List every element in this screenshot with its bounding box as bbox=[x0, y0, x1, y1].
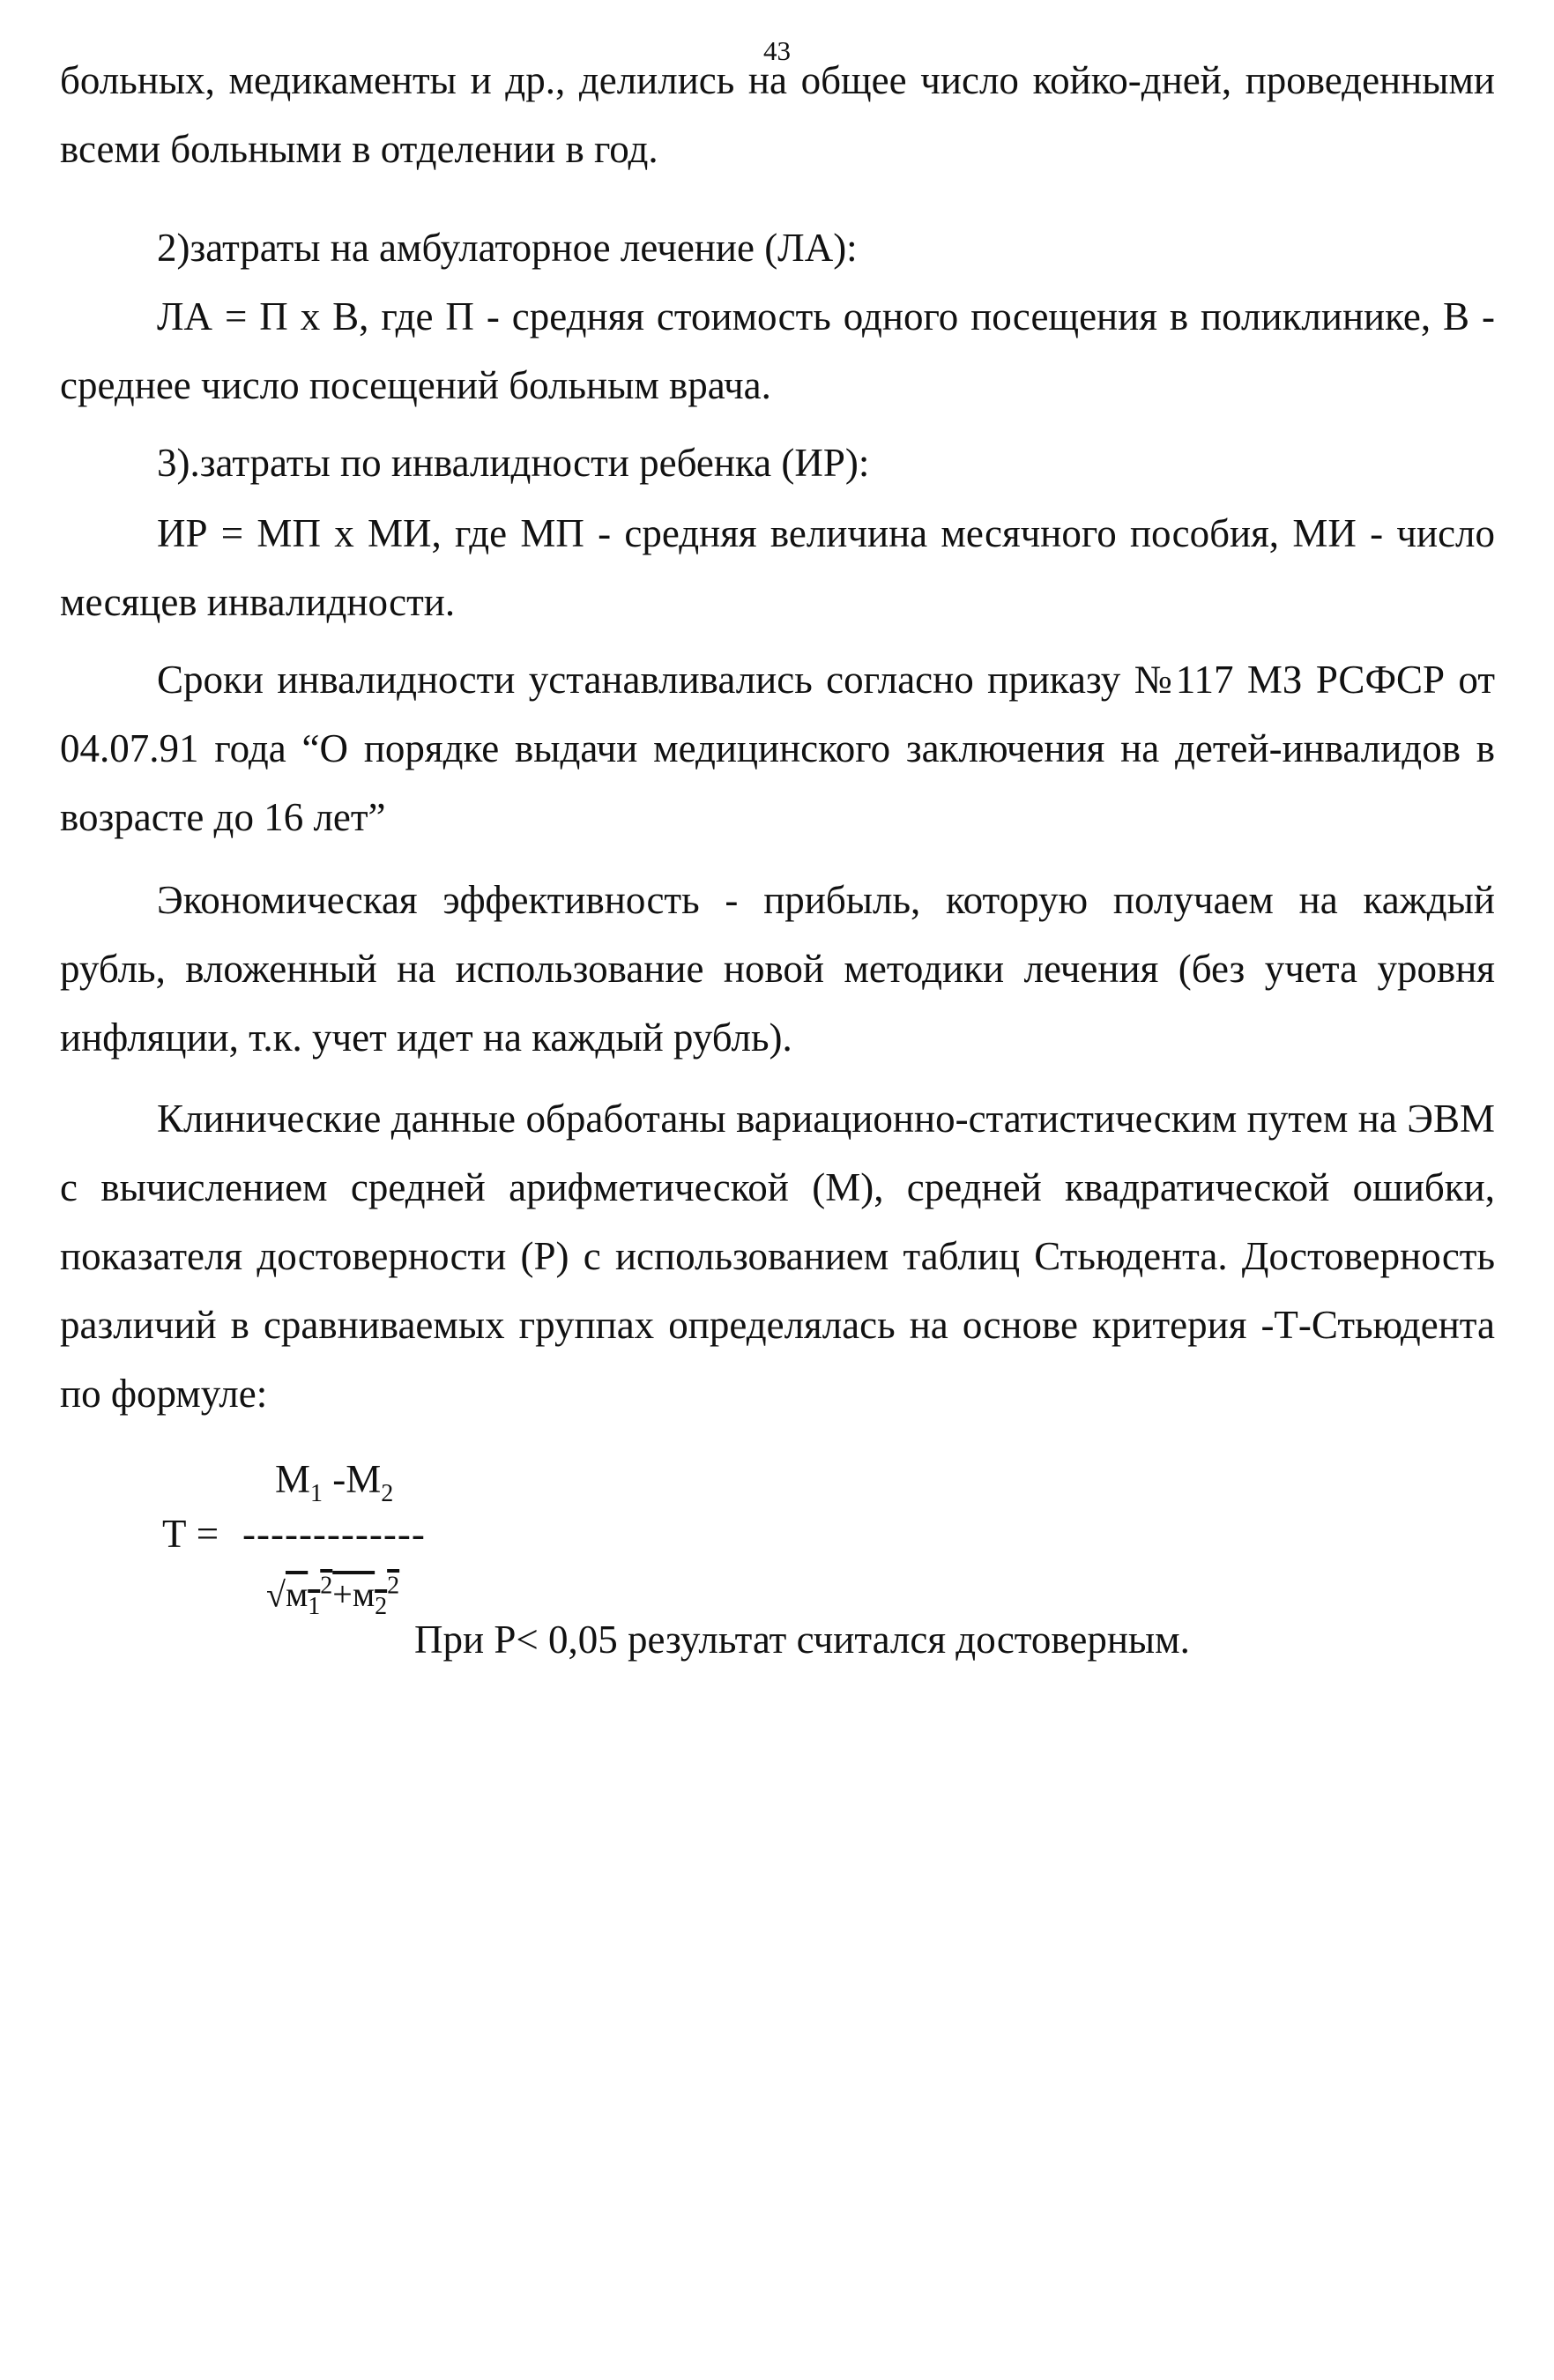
formula-lhs: Т = bbox=[162, 1512, 219, 1556]
paragraph-ambulatory-costs-formula: ЛА = П х В, где П - средняя стоимость одного посещения в поликлинике, В - среднее число посещений больным врача. bbox=[60, 294, 1495, 407]
paragraph-continuation: больных, медикаменты и др., делились на общее число койко-дней, проведенными всеми больными в отделении в год. bbox=[60, 58, 1495, 171]
paragraph-economic-efficiency: Экономическая эффективность - прибыль, которую получаем на каждый рубль, вложенный на использование новой методики лечения (без учета уровня инфляции, т.к. учет идет на каждый рубль). bbox=[60, 878, 1495, 1060]
sqrt-icon: √ bbox=[266, 1574, 286, 1615]
paragraph-ambulatory-costs-heading: 2)затраты на амбулаторное лечение (ЛА): bbox=[157, 226, 858, 270]
paragraph-disability-costs-formula: ИР = МП х МИ, где МП - средняя величина месячного пособия, МИ - число месяцев инвалидности. bbox=[60, 511, 1495, 624]
page-number: 43 bbox=[763, 35, 791, 66]
formula-denominator: $√м_1^2+м_2^2$ bbox=[266, 1573, 400, 1621]
paragraph-disability-terms: Сроки инвалидности устанавливались согласно приказу №117 МЗ РСФСР от 04.07.91 года “О порядке выдачи медицинского заключения на детей-инвалидов в возрасте до 16 лет” bbox=[60, 658, 1495, 839]
formula-fraction-bar: ------------- bbox=[242, 1512, 426, 1556]
formula-numerator: $М_1$ $-М_2$ bbox=[275, 1457, 394, 1507]
paragraph-statistical-processing: Клинические данные обработаны вариационно-статистическим путем на ЭВМ с вычислением средней арифметической (М), средней квадратической ошибки, показателя достоверности (Р) с использованием таблиц Стьюдента. Достоверность различий в сравниваемых группах определялась на основе критерия -Т-Стьюдента по формуле: bbox=[60, 1097, 1495, 1416]
conclusion-line: При Р< 0,05 результат считался достоверным. bbox=[414, 1618, 1190, 1662]
paragraph-disability-costs-heading: 3).затраты по инвалидности ребенка (ИР): bbox=[157, 441, 870, 485]
